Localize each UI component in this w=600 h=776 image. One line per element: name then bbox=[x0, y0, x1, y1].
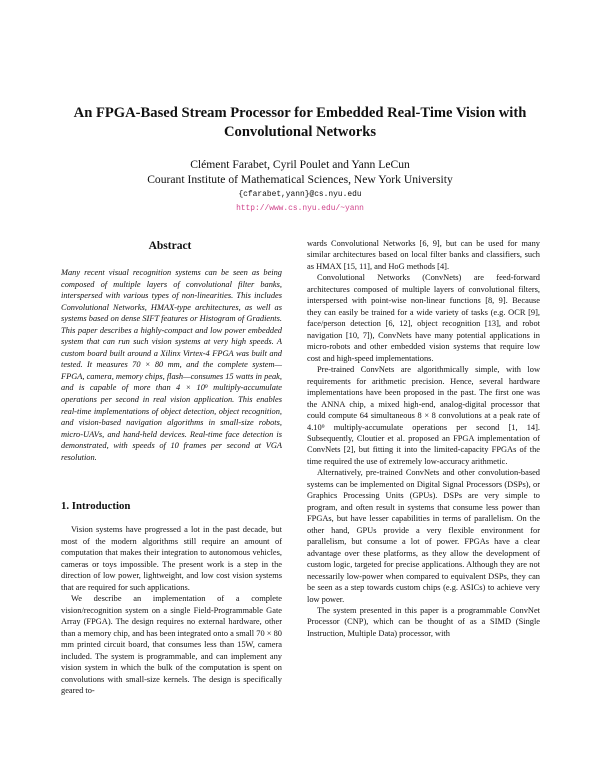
paragraph: Alternatively, pre-trained ConvNets and other convolution-based systems can be implemented on Digital Signal Processors (DSPs), or Graphics Processing Units (GPUs). DSPs are very simple to program, and often result in systems that consume less power than FPGAs, but have lesser capabilities in terms of parallelism. On the other hand, GPUs provide a very flexible environment for parallelism, but consume a lot of power. FPGAs have a clear advantage over these platforms, as they allow the development of custom logic, targeted for precise applications. Although they are not necessarily low-power when compared to equivalent DSPs, they can be seen as a step towards custom chips (e.g. ASICs) to achieve very low power. bbox=[307, 468, 540, 604]
author-homepage-link[interactable]: http://www.cs.nyu.edu/~yann bbox=[236, 204, 364, 213]
paragraph: Pre-trained ConvNets are algorithmically simple, with low requirements for arithmetic precision. Hence, several hardware implementations have been proposed in the past. The first one was the ANNA chip, a mixed high-end, analog-digital processor that could compute 64 simultaneous 8 × 8 convolutions at a peak rate of 4.10⁹ multiply-accumulate operations per second [1, 14]. Subsequently, Cloutier et al. proposed an FPGA implementation of ConvNets [2], but fitting it into the limited-capacity FPGAs of the time required the use of extremely low-accuracy arithmetic. bbox=[307, 365, 540, 466]
paper-title: An FPGA-Based Stream Processor for Embedded Real-Time Vision with Convolutional Networks bbox=[73, 105, 527, 140]
paragraph: The system presented in this paper is a programmable ConvNet Processor (CNP), which can be thought of as a SIMD (Single Instruction, Multiple Data) processor, with bbox=[307, 606, 540, 638]
introduction-heading: 1. Introduction bbox=[61, 500, 131, 512]
paragraph: We describe an implementation of a complete vision/recognition system on a single Field-Programmable Gate Array (FPGA). The design requires no external hardware, other than a memory chip, and has been integrated onto a small 70 × 80 mm printed circuit board, that consumes less than 15W, camera included. The system is programmable, and can implement any vision system in which the bulk of the computation is spent on convolutions with small-size kernels. The design is specifically geared to- bbox=[61, 594, 282, 695]
abstract-text: Many recent visual recognition systems can be seen as being composed of multiple layers of convolutional filter banks, interspersed with various types of non-linearities. This includes Convolutional Networks, HMAX-type architectures, as well as systems based on dense SIFT features or Histogram of Gradients. This paper describes a highly-compact and low power embedded system that can run such vision systems at very high speeds. A custom board built around a Xilinx Virtex-4 FPGA was built and tested. It measures 70 × 80 mm, and the complete system—FPGA, camera, memory chips, flash—consumes 15 watts in peak, and is capable of more than 4 × 10⁹ multiply-accumulate operations per second in real vision application. This enables real-time implementations of object detection, object recognition, and vision-based navigation algorithms in small-size robots, micro-UAVs, and hand-held devices. Real-time face detection is demonstrated, with speeds of 10 frames per second at VGA resolution. bbox=[61, 268, 282, 462]
introduction-column-left bbox=[61, 524, 282, 697]
introduction-column-right bbox=[307, 238, 540, 639]
author-email: {cfarabet,yann}@cs.nyu.edu bbox=[238, 190, 362, 199]
author-names: Clément Farabet, Cyril Poulet and Yann LeCun bbox=[190, 158, 410, 171]
paragraph: Convolutional Networks (ConvNets) are feed-forward architectures composed of multiple layers of convolutional filters, interspersed with point-wise non-linear functions [8, 9]. Because they can easily be trained for a wide variety of tasks (e.g. OCR [9], face/person detection [6, 12], object recognition [13], and robot navigation [10, 7]), ConvNets have many potential applications in micro-robots and other embedded vision systems that require low cost and high-speed implementations. bbox=[307, 273, 540, 363]
abstract-heading: Abstract bbox=[148, 240, 192, 252]
author-block bbox=[100, 157, 500, 187]
paragraph: Vision systems have progressed a lot in the past decade, but most of the modern algorithms still require an amount of computation that makes their integration to autonomous vehicles, cameras or toys impossible. The present work is a step in the direction of low power, lightweight, and low cost vision systems that are required for such applications. bbox=[61, 525, 282, 592]
author-affiliation: Courant Institute of Mathematical Sciences, New York University bbox=[147, 173, 453, 186]
paragraph: wards Convolutional Networks [6, 9], but can be used for many similar architectures based on local filter banks and classifiers, such as HMAX [15, 11], and HoG methods [4]. bbox=[307, 239, 540, 271]
